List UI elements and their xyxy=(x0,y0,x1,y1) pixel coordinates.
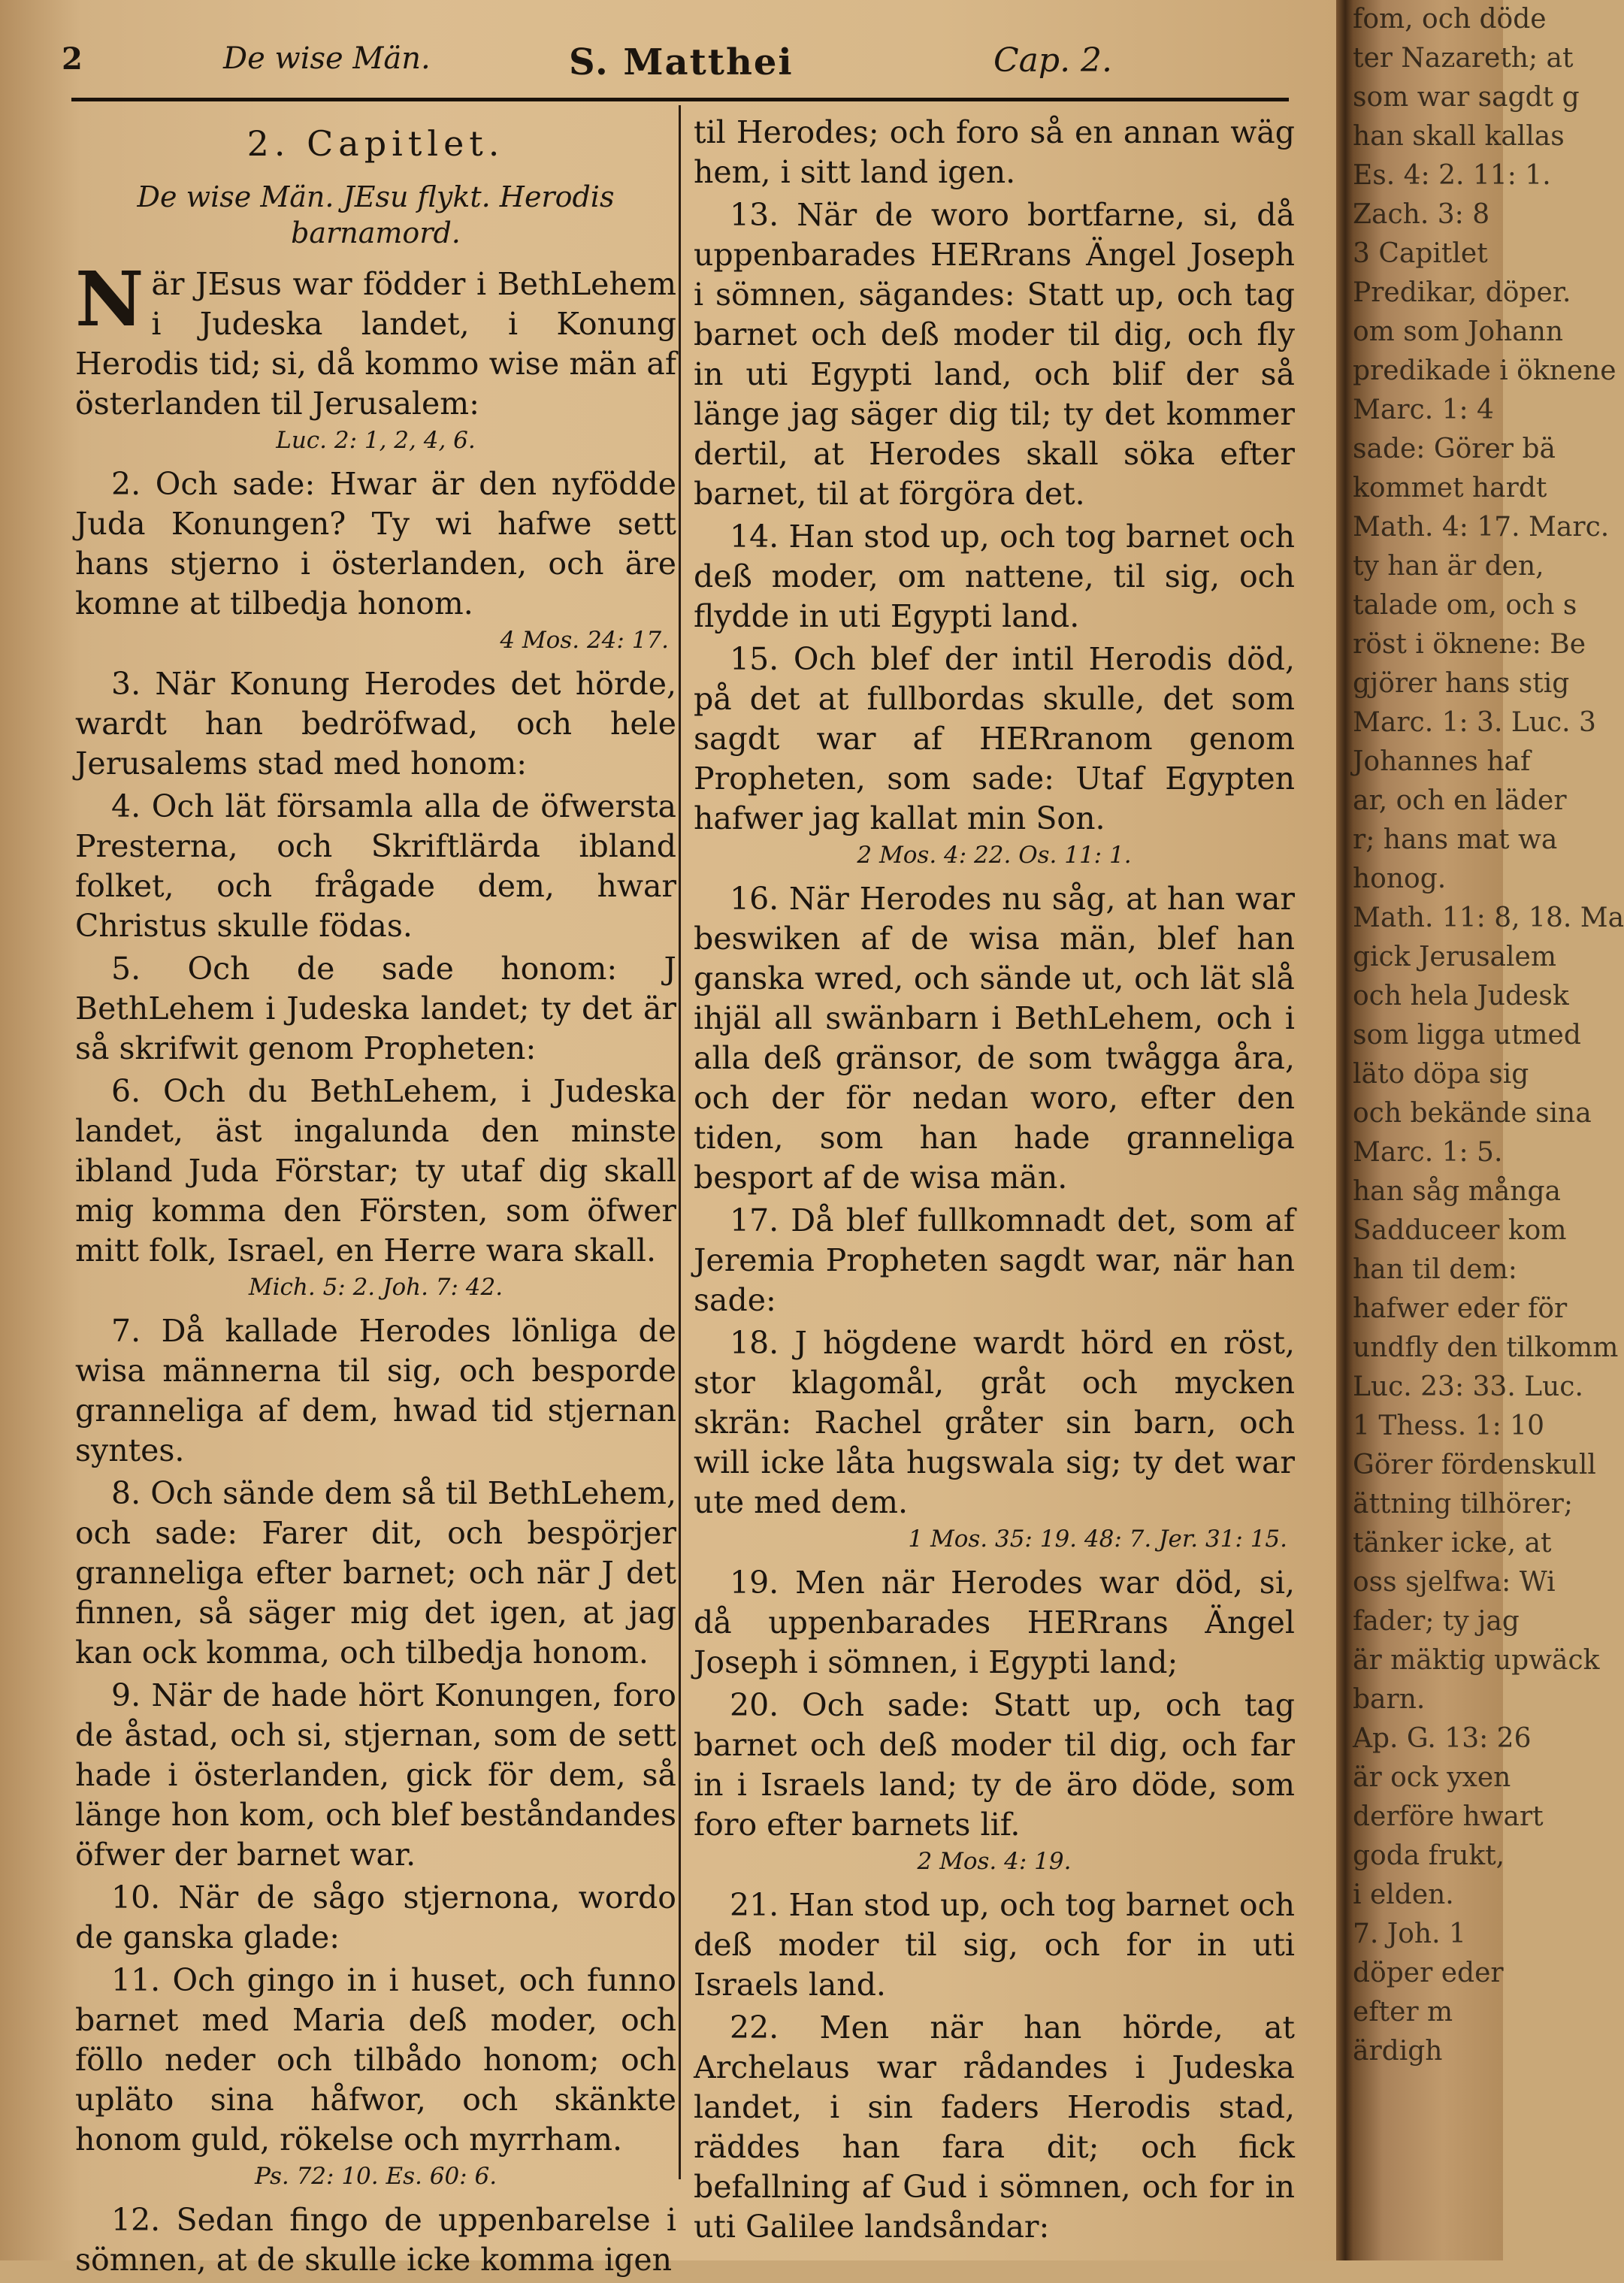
facing-page-line: ar, och en läder xyxy=(1353,785,1567,816)
facing-page-line: Predikar, döper. xyxy=(1353,277,1571,308)
facing-page-line: Sadduceer kom xyxy=(1353,1215,1567,1246)
left-column xyxy=(75,113,676,2283)
facing-page-line: Luc. 23: 33. Luc. xyxy=(1353,1371,1583,1402)
facing-page-line: fader; ty jag xyxy=(1353,1606,1520,1637)
verse-5: 5. Och de sade honom: J BethLehem i Judeska landet; ty det är så skrifwit genom Propheten: xyxy=(75,951,676,1066)
verse-9: 9. När de hade hört Konungen, foro de åstad, och si, stjernan, som de sett hade i österlanden, gick för dem, så länge hon kom, och blef beståndandes öfwer der barnet war. xyxy=(75,1677,676,1873)
verse-8: 8. Och sände dem så til BethLehem, och sade: Farer dit, och bespörjer granneliga efter barnet; och när J det finnen, så säger mig det igen, at jag kan ock komma, och tilbedja honom. xyxy=(75,1475,676,1671)
book-gutter xyxy=(1336,0,1353,2260)
facing-page-line: honog. xyxy=(1353,863,1447,894)
facing-page-line: han såg många xyxy=(1353,1176,1561,1207)
facing-page-line: är mäktig upwäck xyxy=(1353,1645,1600,1676)
facing-page-line: gjörer hans stig xyxy=(1353,668,1570,699)
facing-page-line: röst i öknene: Be xyxy=(1353,629,1586,660)
facing-page-line: oss sjelfwa: Wi xyxy=(1353,1567,1556,1598)
verse-17: 17. Då blef fullkomnadt det, som af Jeremia Propheten sagdt war, när han sade: xyxy=(694,1202,1295,1318)
facing-page-line: r; hans mat wa xyxy=(1353,824,1558,855)
facing-page-line: Marc. 1: 5. xyxy=(1353,1137,1503,1168)
facing-page-line: Math. 4: 17. Marc. xyxy=(1353,512,1610,543)
verse-1 xyxy=(75,255,676,424)
page-header xyxy=(62,41,1294,94)
facing-page-line: hafwer eder för xyxy=(1353,1293,1568,1324)
chapter-title: 2. Capitlet. xyxy=(246,123,505,164)
verse-19: 19. Men när Herodes war död, si, då uppenbarades HERrans Ängel Joseph i sömnen, i Egypti land; xyxy=(694,1565,1295,1680)
facing-page-line: 3 Capitlet xyxy=(1353,238,1488,269)
facing-page-line: Math. 11: 8, 18. Ma xyxy=(1353,903,1624,933)
cross-reference: Ps. 72: 10. Es. 60: 6. xyxy=(254,2163,497,2190)
verse-15: 15. Och blef der intil Herodis död, på det at fullbordas skulle, det som sagdt war af HERranom genom Propheten, som sade: Utaf Egypten hafwer jag kallat min Son. xyxy=(694,641,1295,836)
facing-page-line: Johannes haf xyxy=(1353,746,1531,777)
facing-page-line: i elden. xyxy=(1353,1879,1454,1910)
facing-page-line: undfly den tilkomm xyxy=(1353,1332,1619,1363)
facing-page-line: om som Johann xyxy=(1353,316,1564,347)
facing-page-line: ty han är den, xyxy=(1353,551,1544,582)
verse-22: 22. Men när han hörde, at Archelaus war rådandes i Judeska landet, i sin faders Herodis stad, räddes han fara dit; och fick befallning af Gud i sömnen, och for in uti Galilee landsåndar: xyxy=(694,2009,1295,2245)
facing-page-line: Zach. 3: 8 xyxy=(1353,199,1490,230)
facing-page-line: han til dem: xyxy=(1353,1254,1517,1285)
verse-4: 4. Och lät församla alla de öfwersta Presterna, och Skriftlärda ibland folket, och frågade dem, hwar Christus skulle födas. xyxy=(75,788,676,944)
facing-page-line: sade: Görer bä xyxy=(1353,434,1556,464)
verse-2: 2. Och sade: Hwar är den nyfödde Juda Konungen? Ty wi hafwe sett hans stjerno i österlanden, och äre komne at tilbedja honom. xyxy=(75,466,676,621)
verse-12-continued: til Herodes; och foro så en annan wäg hem, i sitt land igen. xyxy=(694,114,1295,190)
facing-page-line: predikade i öknene xyxy=(1353,355,1616,386)
facing-page-line: Es. 4: 2. 11: 1. xyxy=(1353,160,1551,191)
facing-page-line: Ap. G. 13: 26 xyxy=(1353,1723,1532,1754)
facing-page-line: tänker icke, at xyxy=(1353,1528,1552,1559)
drop-cap: N xyxy=(75,255,144,343)
facing-page-line: Marc. 1: 3. Luc. 3 xyxy=(1353,707,1596,738)
cross-reference: 2 Mos. 4: 19. xyxy=(917,1848,1072,1875)
facing-page-line: fom, och döde xyxy=(1353,4,1547,35)
chapter-indicator: Cap. 2. xyxy=(993,41,1113,80)
facing-page-line: efter m xyxy=(1353,1997,1453,2027)
column-divider xyxy=(679,105,681,2179)
facing-page-line: han skall kallas xyxy=(1353,121,1565,152)
verse-11: 11. Och gingo in i huset, och funno barnet med Maria deß moder, och föllo neder och tilbådo honom; och upläto sina håfwor, och skänkte honom guld, rökelse och myrrham. xyxy=(75,1962,676,2158)
cross-reference: Mich. 5: 2. Joh. 7: 42. xyxy=(248,1274,504,1301)
cross-reference: Luc. 2: 1, 2, 4, 6. xyxy=(276,427,476,454)
verse-16: 16. När Herodes nu såg, at han war beswiken af de wisa män, blef han ganska wred, och sände ut, och lät slå ihjäl all swänbarn i BethLehem, och i alla deß gränsor, de som twågga åra, och der för nedan woro, efter den tiden, som han hade granneliga besport af de wisa män. xyxy=(694,881,1295,1196)
facing-page-line: talade om, och s xyxy=(1353,590,1577,621)
verse-10: 10. När de sågo stjernona, wordo de ganska glade: xyxy=(75,1879,676,1955)
facing-page-line: 1 Thess. 1: 10 xyxy=(1353,1411,1544,1441)
facing-page-line: som ligga utmed xyxy=(1353,1020,1581,1051)
verse-20: 20. Och sade: Statt up, och tag barnet och deß moder til dig, och far in i Israels land; ty de äro döde, som foro efter barnets lif. xyxy=(694,1687,1295,1843)
facing-page-line: Marc. 1: 4 xyxy=(1353,395,1494,425)
facing-page-line: och hela Judesk xyxy=(1353,981,1569,1011)
facing-page-line: kommet hardt xyxy=(1353,473,1547,503)
facing-page-line: Görer fördenskull xyxy=(1353,1450,1596,1480)
book-title: S. Matthei xyxy=(569,41,794,83)
facing-page-text xyxy=(1353,0,1624,2071)
verse-14: 14. Han stod up, och tog barnet och deß moder, om nattene, til sig, och flydde in uti Egypti land. xyxy=(694,519,1295,634)
page-number: 2 xyxy=(62,41,83,77)
facing-page-line: och bekände sina xyxy=(1353,1098,1592,1129)
facing-page-line: ättning tilhörer; xyxy=(1353,1489,1573,1519)
facing-page-line: läto döpa sig xyxy=(1353,1059,1529,1090)
verse-6: 6. Och du BethLehem, i Judeska landet, äst ingalunda den minste ibland Juda Förstar; ty utaf dig skall mig komma den Försten, som öfwer mitt folk, Israel, en Herre wara skall. xyxy=(75,1073,676,1269)
facing-page-line: goda frukt, xyxy=(1353,1840,1505,1871)
facing-page-line: som war sagdt g xyxy=(1353,82,1580,113)
verse-21: 21. Han stod up, och tog barnet och deß moder til sig, och for in uti Israels land. xyxy=(694,1887,1295,2003)
facing-page-line: 7. Joh. 1 xyxy=(1353,1919,1466,1949)
verse-7: 7. Då kallade Herodes lönliga de wisa männerna til sig, och besporde granneliga af dem, hwad tid stjernan syntes. xyxy=(75,1313,676,1468)
verse-13: 13. När de woro bortfarne, si, då uppenbarades HERrans Ängel Joseph i sömnen, sägandes: Statt up, och tag barnet och deß moder til dig, och fly in uti Egypti land, och blif der så länge jag säger dig til; ty det kommer dertil, at Herodes skall söka efter barnet, til at förgöra det. xyxy=(694,197,1295,512)
facing-page-edge xyxy=(1353,0,1624,2260)
facing-page-line: gick Jerusalem xyxy=(1353,942,1557,972)
header-rule xyxy=(71,98,1289,101)
facing-page-line: ärdigh xyxy=(1353,2036,1443,2067)
running-title-left: De wise Män. xyxy=(223,41,431,76)
cross-reference: 2 Mos. 4: 22. Os. 11: 1. xyxy=(857,842,1132,869)
facing-page-line: barn. xyxy=(1353,1684,1426,1715)
verse-12: 12. Sedan fingo de uppenbarelse i sömnen, at de skulle icke komma igen xyxy=(75,2202,676,2278)
verse-1-text: är JEsus war födder i BethLehem i Judeska landet, i Konung Herodis tid; si, då kommo wise män af österlanden til Jerusalem: xyxy=(75,266,676,422)
facing-page-line: döper eder xyxy=(1353,1958,1504,1988)
facing-page-line: derföre hwart xyxy=(1353,1801,1544,1832)
cross-reference: 1 Mos. 35: 19. 48: 7. Jer. 31: 15. xyxy=(908,1526,1287,1553)
verse-18: 18. J högdene wardt hörd en röst, stor klagomål, gråt och mycken skrän: Rachel gråter sin barn, och will icke låta hugswala sig; ty det war ute med dem. xyxy=(694,1325,1295,1520)
verse-3: 3. När Konung Herodes det hörde, wardt han bedröfwad, och hele Jerusalems stad med honom: xyxy=(75,666,676,782)
facing-page-line: ter Nazareth; at xyxy=(1353,43,1574,74)
right-column xyxy=(694,113,1295,2250)
cross-reference: 4 Mos. 24: 17. xyxy=(500,627,669,654)
facing-page-line: är ock yxen xyxy=(1353,1762,1511,1793)
chapter-summary: De wise Män. JEsu flykt. Herodis barnamord. xyxy=(137,180,615,249)
